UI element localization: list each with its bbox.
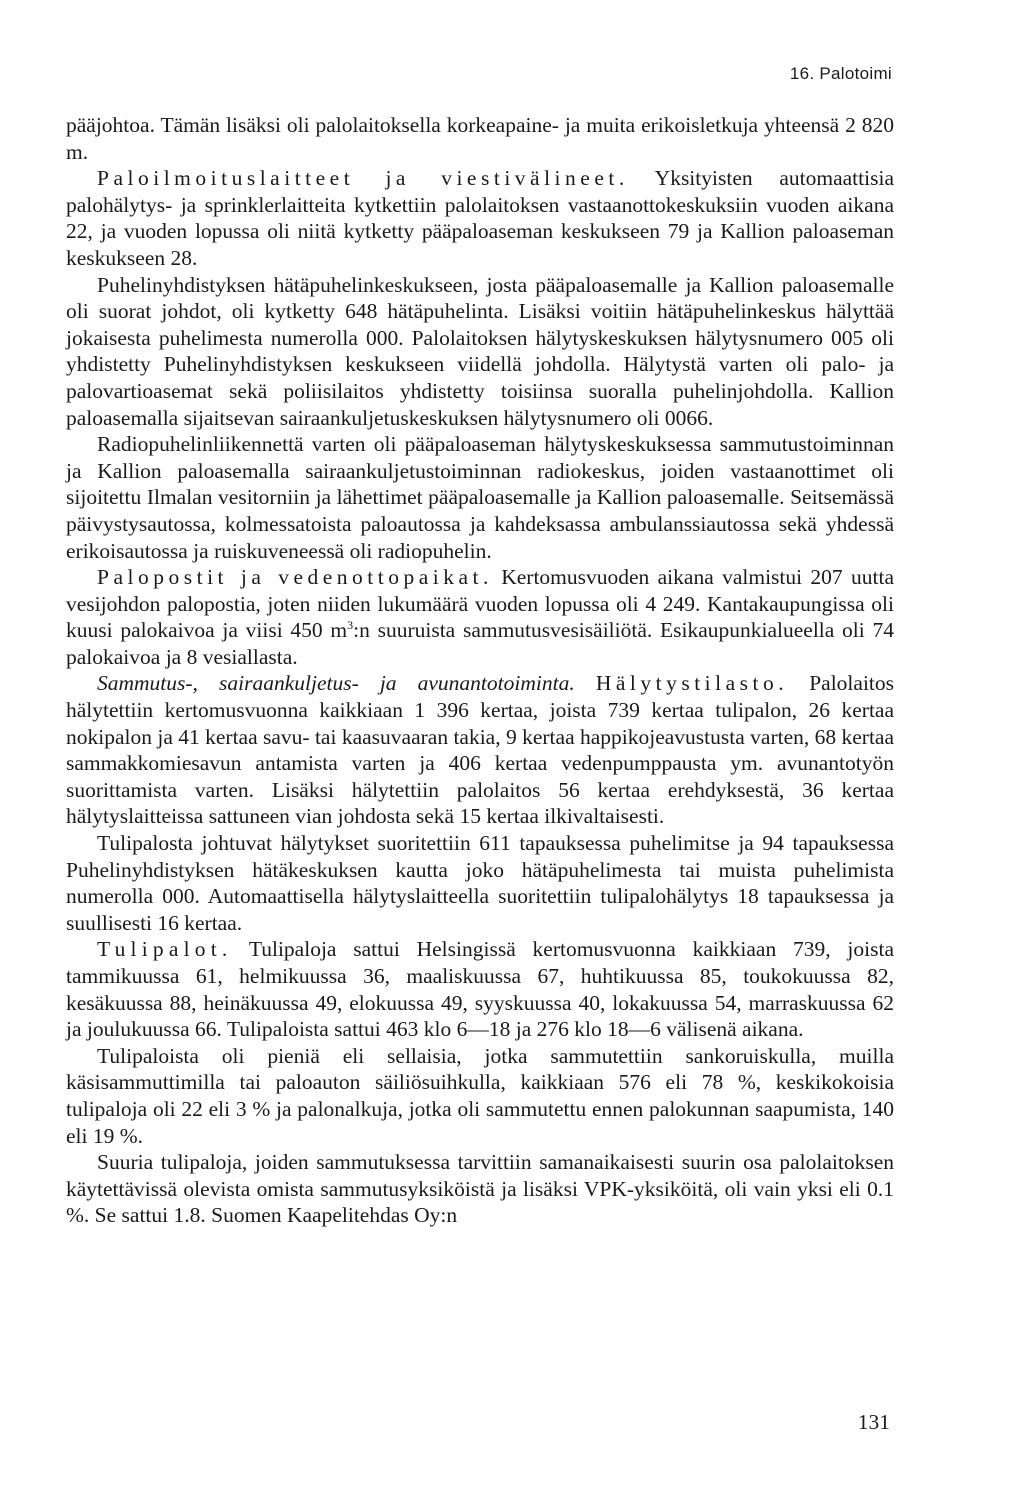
paragraph-4 bbox=[66, 431, 894, 564]
paragraph-9 bbox=[66, 1043, 894, 1149]
page-number: 131 bbox=[857, 1410, 890, 1434]
paragraph-2 bbox=[66, 165, 894, 271]
paragraph-10 bbox=[66, 1149, 894, 1229]
paragraph-8 bbox=[66, 936, 894, 1042]
paragraph-6 bbox=[66, 670, 894, 830]
section-heading-tulipalot: Tulipalot. bbox=[97, 937, 233, 962]
paragraph-7 bbox=[66, 830, 894, 936]
superscript-3: 3 bbox=[347, 618, 354, 633]
running-head: 16. Palotoimi bbox=[789, 64, 892, 83]
paragraph-7-text: Tulipalosta johtuvat hälytykset suoritettiin 611 tapauksessa puhelimitse ja 94 tapauksessa Puhelinyhdistyksen hätäkeskuksen kautta joko hätäpuhelimesta tai muista puhelimista numerolla 000. Automaattisella hälytyslaitteella suoritettiin tulipalohälytys 18 tapauksessa ja suullisesti 16 kertaa. bbox=[66, 831, 894, 935]
paragraph-5 bbox=[66, 564, 894, 670]
section-heading-palopostit: Palopostit ja vedenottopaikat. bbox=[97, 565, 493, 590]
subheading-halytystilasto: Hälytystilasto. bbox=[595, 671, 789, 696]
paragraph-3 bbox=[66, 272, 894, 432]
paragraph-5-text-b: :n suuruista sammutusvesisäiliötä. Esikaupunkialueella oli 74 palokaivoa ja 8 vesiallasta. bbox=[66, 618, 894, 669]
paragraph-1-text: pääjohtoa. Tämän lisäksi oli palolaitoksella korkeapaine- ja muita erikoisletkuja yhteensä 2 820 m. bbox=[66, 113, 894, 164]
body-text bbox=[66, 112, 894, 1229]
paragraph-4-text: Radiopuhelinliikennettä varten oli pääpaloaseman hälytyskeskuksessa sammutustoiminnan ja Kallion paloasemalla sairaankuljetustoiminnan radiokeskus, joiden vastaanottimet oli sijoitettu Ilmalan vesitorniin ja lähettimet pääpaloasemalle ja Kallion paloasemalle. Seitsemässä päivystysautossa, kolmessatoista paloautossa ja kahdeksassa ambulanssiautossa sekä yhdessä erikoisautossa ja ruiskuveneessä oli radiopuhelin. bbox=[66, 432, 894, 563]
paragraph-5-text-a: Kertomusvuoden aikana valmistui 207 uutta vesijohdon palopostia, joten niiden lukumäärä vuoden lopussa oli 4 249. Kantakaupungissa oli kuusi palokaivoa ja viisi 450 m bbox=[66, 565, 895, 643]
paragraph-2-text: Yksityisten automaattisia palohälytys- ja sprinklerlaitteita kytkettiin palolaitoksen vastaanottokeskuksiin vuoden aikana 22, ja vuoden lopussa oli niitä kytketty pääpaloaseman keskukseen 79 ja Kallion paloaseman keskukseen 28. bbox=[66, 166, 894, 270]
paragraph-6-text: Palolaitos hälytettiin kertomusvuonna kaikkiaan 1 396 kertaa, joista 739 kertaa tulipalon, 26 kertaa nokipalon ja 41 kertaa savu- tai kaasuvaaran takia, 9 kertaa happikojeavustusta varten, 68 kertaa sammakkomiesavun antamista varten ja 406 kertaa vedenpumppausta ym. avunantotyön suorittamista varten. Lisäksi hälytettiin palolaitos 56 kertaa erehdyksestä, 36 kertaa hälytyslaitteissa sattuneen vian johdosta sekä 15 kertaa ilkivaltaisesti. bbox=[66, 671, 895, 829]
paragraph-9-text: Tulipaloista oli pieniä eli sellaisia, jotka sammutettiin sankoruiskulla, muilla käsisammuttimilla tai paloauton säiliösuihkulla, kaikkiaan 576 eli 78 %, keskikokoisia tulipaloja oli 22 eli 3 % ja palonalkuja, jotka oli sammutettu ennen palokunnan saapumista, 140 eli 19 %. bbox=[66, 1043, 894, 1148]
section-heading-paloilmoituslaitteet: Paloilmoituslaitteet ja viestivälineet. bbox=[97, 166, 629, 191]
paragraph-1 bbox=[66, 112, 894, 165]
paragraph-8-text: Tulipaloja sattui Helsingissä kertomusvuonna kaikkiaan 739, joista tammikuussa 61, helmikuussa 36, maaliskuussa 67, huhtikuussa 85, toukokuussa 82, kesäkuussa 88, heinäkuussa 49, elokuussa 49, syyskuussa 40, lokakuussa 54, marraskuussa 62 ja joulukuussa 66. Tulipaloista sattui 463 klo 6—18 ja 276 klo 18—6 välisenä aikana. bbox=[66, 937, 894, 1042]
paragraph-3-text: Puhelinyhdistyksen hätäpuhelinkeskukseen, josta pääpaloasemalle ja Kallion paloasemalle oli suorat johdot, oli kytketty 648 hätäpuhelinta. Lisäksi voitiin hätäpuhelinkeskus hälyttää jokaisesta puhelimesta numerolla 000. Palolaitoksen hälytyskeskuksen hälytysnumero 005 oli yhdistetty Puhelinyhdistyksen keskukseen viidellä johdolla. Hälytystä varten oli palo- ja palovartioasemat sekä poliisilaitos yhdistetty toisiinsa suoralla puhelinjohdolla. Kallion paloasemalla sijaitsevan sairaankuljetuskeskuksen hälytysnumero oli 0066. bbox=[66, 272, 894, 430]
section-heading-sammutus: Sammutus-, sairaankuljetus- ja avunantotoiminta. bbox=[97, 671, 575, 696]
paragraph-10-text: Suuria tulipaloja, joiden sammutuksessa tarvittiin samanaikaisesti suurin osa palolaitoksen käytettävissä olevista omista sammutusyksiköistä ja lisäksi VPK-yksiköitä, oli vain yksi eli 0.1 %. Se sattui 1.8. Suomen Kaapelitehdas Oy:n bbox=[66, 1150, 894, 1228]
